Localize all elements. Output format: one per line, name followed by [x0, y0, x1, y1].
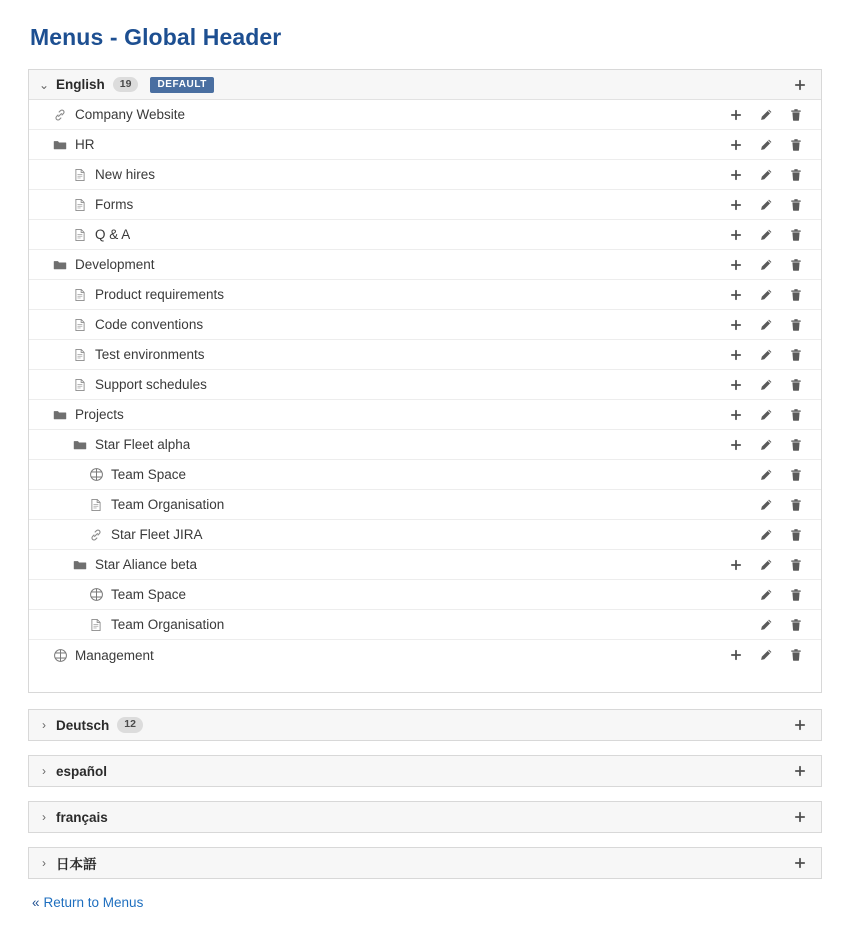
language-name: español [56, 763, 108, 779]
menu-item-row[interactable] [29, 430, 821, 460]
chevron-right-icon[interactable]: › [42, 856, 46, 870]
menu-item-row[interactable] [29, 400, 821, 430]
language-panel [28, 69, 822, 693]
menu-item-row[interactable] [29, 280, 821, 310]
return-to-menus-link[interactable]: Return to Menus [43, 895, 144, 910]
menu-item-row[interactable] [29, 490, 821, 520]
edit-button[interactable] [751, 493, 781, 517]
menu-item-row[interactable] [29, 310, 821, 340]
row-actions [721, 223, 811, 247]
menu-item-label: New hires [95, 167, 156, 182]
page-icon [87, 618, 105, 632]
menu-item-label: Star Fleet JIRA [111, 527, 203, 542]
row-actions [721, 193, 811, 217]
default-badge: DEFAULT [150, 77, 214, 93]
row-actions [721, 313, 811, 337]
delete-button[interactable] [781, 103, 811, 127]
row-actions [721, 583, 811, 607]
edit-button[interactable] [751, 463, 781, 487]
page-icon [71, 378, 89, 392]
panel-bottom-padding [29, 670, 821, 692]
menu-item-row[interactable] [29, 580, 821, 610]
space-icon [87, 587, 105, 602]
row-actions [721, 343, 811, 367]
row-actions [721, 403, 811, 427]
delete-button[interactable] [781, 313, 811, 337]
row-actions [721, 433, 811, 457]
add-child-button[interactable] [721, 373, 751, 397]
language-panel-header[interactable] [29, 802, 821, 832]
language-panel-header[interactable] [29, 710, 821, 740]
language-panel [28, 847, 822, 879]
add-child-button[interactable] [721, 163, 751, 187]
menu-item-row[interactable] [29, 130, 821, 160]
folder-icon [71, 438, 89, 452]
menu-item-label: Company Website [75, 107, 186, 122]
menu-item-row[interactable] [29, 160, 821, 190]
language-name: Deutsch [56, 717, 110, 733]
add-menu-item-button[interactable] [789, 760, 811, 782]
edit-button[interactable] [751, 283, 781, 307]
delete-button[interactable] [781, 343, 811, 367]
language-name: English [56, 77, 105, 92]
page-icon [87, 498, 105, 512]
language-name: 日本語 [56, 857, 97, 872]
menu-item-row[interactable] [29, 100, 821, 130]
row-actions [721, 163, 811, 187]
menu-item-row[interactable] [29, 340, 821, 370]
add-menu-item-button[interactable] [789, 806, 811, 828]
menu-item-row[interactable] [29, 370, 821, 400]
edit-button[interactable] [751, 253, 781, 277]
edit-button[interactable] [751, 133, 781, 157]
language-panel-list [28, 69, 822, 879]
action-placeholder [721, 463, 751, 487]
footer-return [32, 895, 822, 910]
delete-button[interactable] [781, 643, 811, 667]
delete-button[interactable] [781, 433, 811, 457]
add-child-button[interactable] [721, 403, 751, 427]
add-child-button[interactable] [721, 433, 751, 457]
delete-button[interactable] [781, 373, 811, 397]
action-placeholder [721, 493, 751, 517]
action-placeholder [721, 583, 751, 607]
menu-item-row[interactable] [29, 610, 821, 640]
page-icon [71, 288, 89, 302]
edit-button[interactable] [751, 553, 781, 577]
add-child-button[interactable] [721, 343, 751, 367]
language-panel [28, 709, 822, 741]
edit-button[interactable] [751, 403, 781, 427]
page-icon [71, 198, 89, 212]
delete-button[interactable] [781, 193, 811, 217]
edit-button[interactable] [751, 523, 781, 547]
delete-button[interactable] [781, 493, 811, 517]
menu-item-label: HR [75, 137, 95, 152]
menu-item-row[interactable] [29, 550, 821, 580]
language-panel-header[interactable] [29, 756, 821, 786]
menu-item-label: Forms [95, 197, 134, 212]
menu-item-list [29, 100, 821, 670]
page-icon [71, 228, 89, 242]
double-chevron-left-icon: « [32, 895, 40, 910]
delete-button[interactable] [781, 583, 811, 607]
language-panel [28, 801, 822, 833]
edit-button[interactable] [751, 343, 781, 367]
add-menu-item-button[interactable] [789, 714, 811, 736]
item-count-badge: 12 [117, 717, 143, 733]
menu-item-label: Projects [75, 407, 124, 422]
folder-icon [51, 258, 69, 272]
edit-button[interactable] [751, 313, 781, 337]
menu-item-row[interactable] [29, 520, 821, 550]
delete-button[interactable] [781, 283, 811, 307]
add-child-button[interactable] [721, 133, 751, 157]
chevron-right-icon[interactable]: › [42, 718, 46, 732]
menu-item-label: Product requirements [95, 287, 225, 302]
menu-item-label: Star Aliance beta [95, 557, 198, 572]
edit-button[interactable] [751, 643, 781, 667]
menu-item-label: Team Space [111, 467, 187, 482]
language-panel-header[interactable] [29, 848, 821, 878]
add-child-button[interactable] [721, 553, 751, 577]
menu-item-label: Q & A [95, 227, 131, 242]
row-actions [721, 553, 811, 577]
menu-item-label: Code conventions [95, 317, 204, 332]
delete-button[interactable] [781, 253, 811, 277]
menu-item-row[interactable] [29, 250, 821, 280]
row-actions [721, 373, 811, 397]
add-menu-item-button[interactable] [789, 852, 811, 874]
menu-item-row[interactable] [29, 220, 821, 250]
add-child-button[interactable] [721, 103, 751, 127]
language-panel [28, 755, 822, 787]
menu-item-label: Team Organisation [111, 497, 225, 512]
folder-icon [51, 408, 69, 422]
link-icon [51, 108, 69, 122]
edit-button[interactable] [751, 613, 781, 637]
action-placeholder [721, 613, 751, 637]
action-placeholder [721, 523, 751, 547]
delete-button[interactable] [781, 133, 811, 157]
folder-icon [51, 138, 69, 152]
menu-item-row[interactable] [29, 190, 821, 220]
delete-button[interactable] [781, 403, 811, 427]
add-child-button[interactable] [721, 253, 751, 277]
delete-button[interactable] [781, 223, 811, 247]
row-actions [721, 103, 811, 127]
menu-item-label: Test environments [95, 347, 205, 362]
add-child-button[interactable] [721, 193, 751, 217]
add-child-button[interactable] [721, 283, 751, 307]
menu-item-label: Team Space [111, 587, 187, 602]
delete-button[interactable] [781, 463, 811, 487]
menu-item-label: Support schedules [95, 377, 207, 392]
item-count-badge: 19 [113, 77, 139, 93]
language-panel-header[interactable] [29, 70, 821, 100]
add-child-button[interactable] [721, 223, 751, 247]
menu-item-row[interactable] [29, 640, 821, 670]
edit-button[interactable] [751, 163, 781, 187]
chevron-right-icon[interactable]: › [42, 764, 46, 778]
language-name: français [56, 809, 108, 825]
space-icon [51, 648, 69, 663]
edit-button[interactable] [751, 373, 781, 397]
add-menu-item-button[interactable] [789, 74, 811, 96]
menu-item-label: Development [75, 257, 155, 272]
menu-item-label: Management [75, 647, 154, 663]
row-actions [721, 133, 811, 157]
delete-button[interactable] [781, 553, 811, 577]
menu-item-label: Star Fleet alpha [95, 437, 191, 452]
menu-item-row[interactable] [29, 460, 821, 490]
page-icon [71, 348, 89, 362]
page-title: Menus - Global Header [30, 24, 282, 50]
delete-button[interactable] [781, 613, 811, 637]
delete-button[interactable] [781, 163, 811, 187]
edit-button[interactable] [751, 193, 781, 217]
edit-button[interactable] [751, 583, 781, 607]
add-child-button[interactable] [721, 313, 751, 337]
row-actions [721, 493, 811, 517]
menu-item-label: Team Organisation [111, 617, 225, 632]
row-actions [721, 523, 811, 547]
page-icon [71, 168, 89, 182]
chevron-down-icon[interactable]: ⌄ [38, 77, 50, 92]
add-child-button[interactable] [721, 643, 751, 667]
row-actions [721, 613, 811, 637]
edit-button[interactable] [751, 433, 781, 457]
edit-button[interactable] [751, 103, 781, 127]
row-actions [721, 253, 811, 277]
row-actions [721, 283, 811, 307]
chevron-right-icon[interactable]: › [42, 810, 46, 824]
page-icon [71, 318, 89, 332]
delete-button[interactable] [781, 523, 811, 547]
row-actions [721, 643, 811, 667]
link-icon [87, 528, 105, 542]
folder-icon [71, 558, 89, 572]
edit-button[interactable] [751, 223, 781, 247]
row-actions [721, 463, 811, 487]
space-icon [87, 467, 105, 482]
